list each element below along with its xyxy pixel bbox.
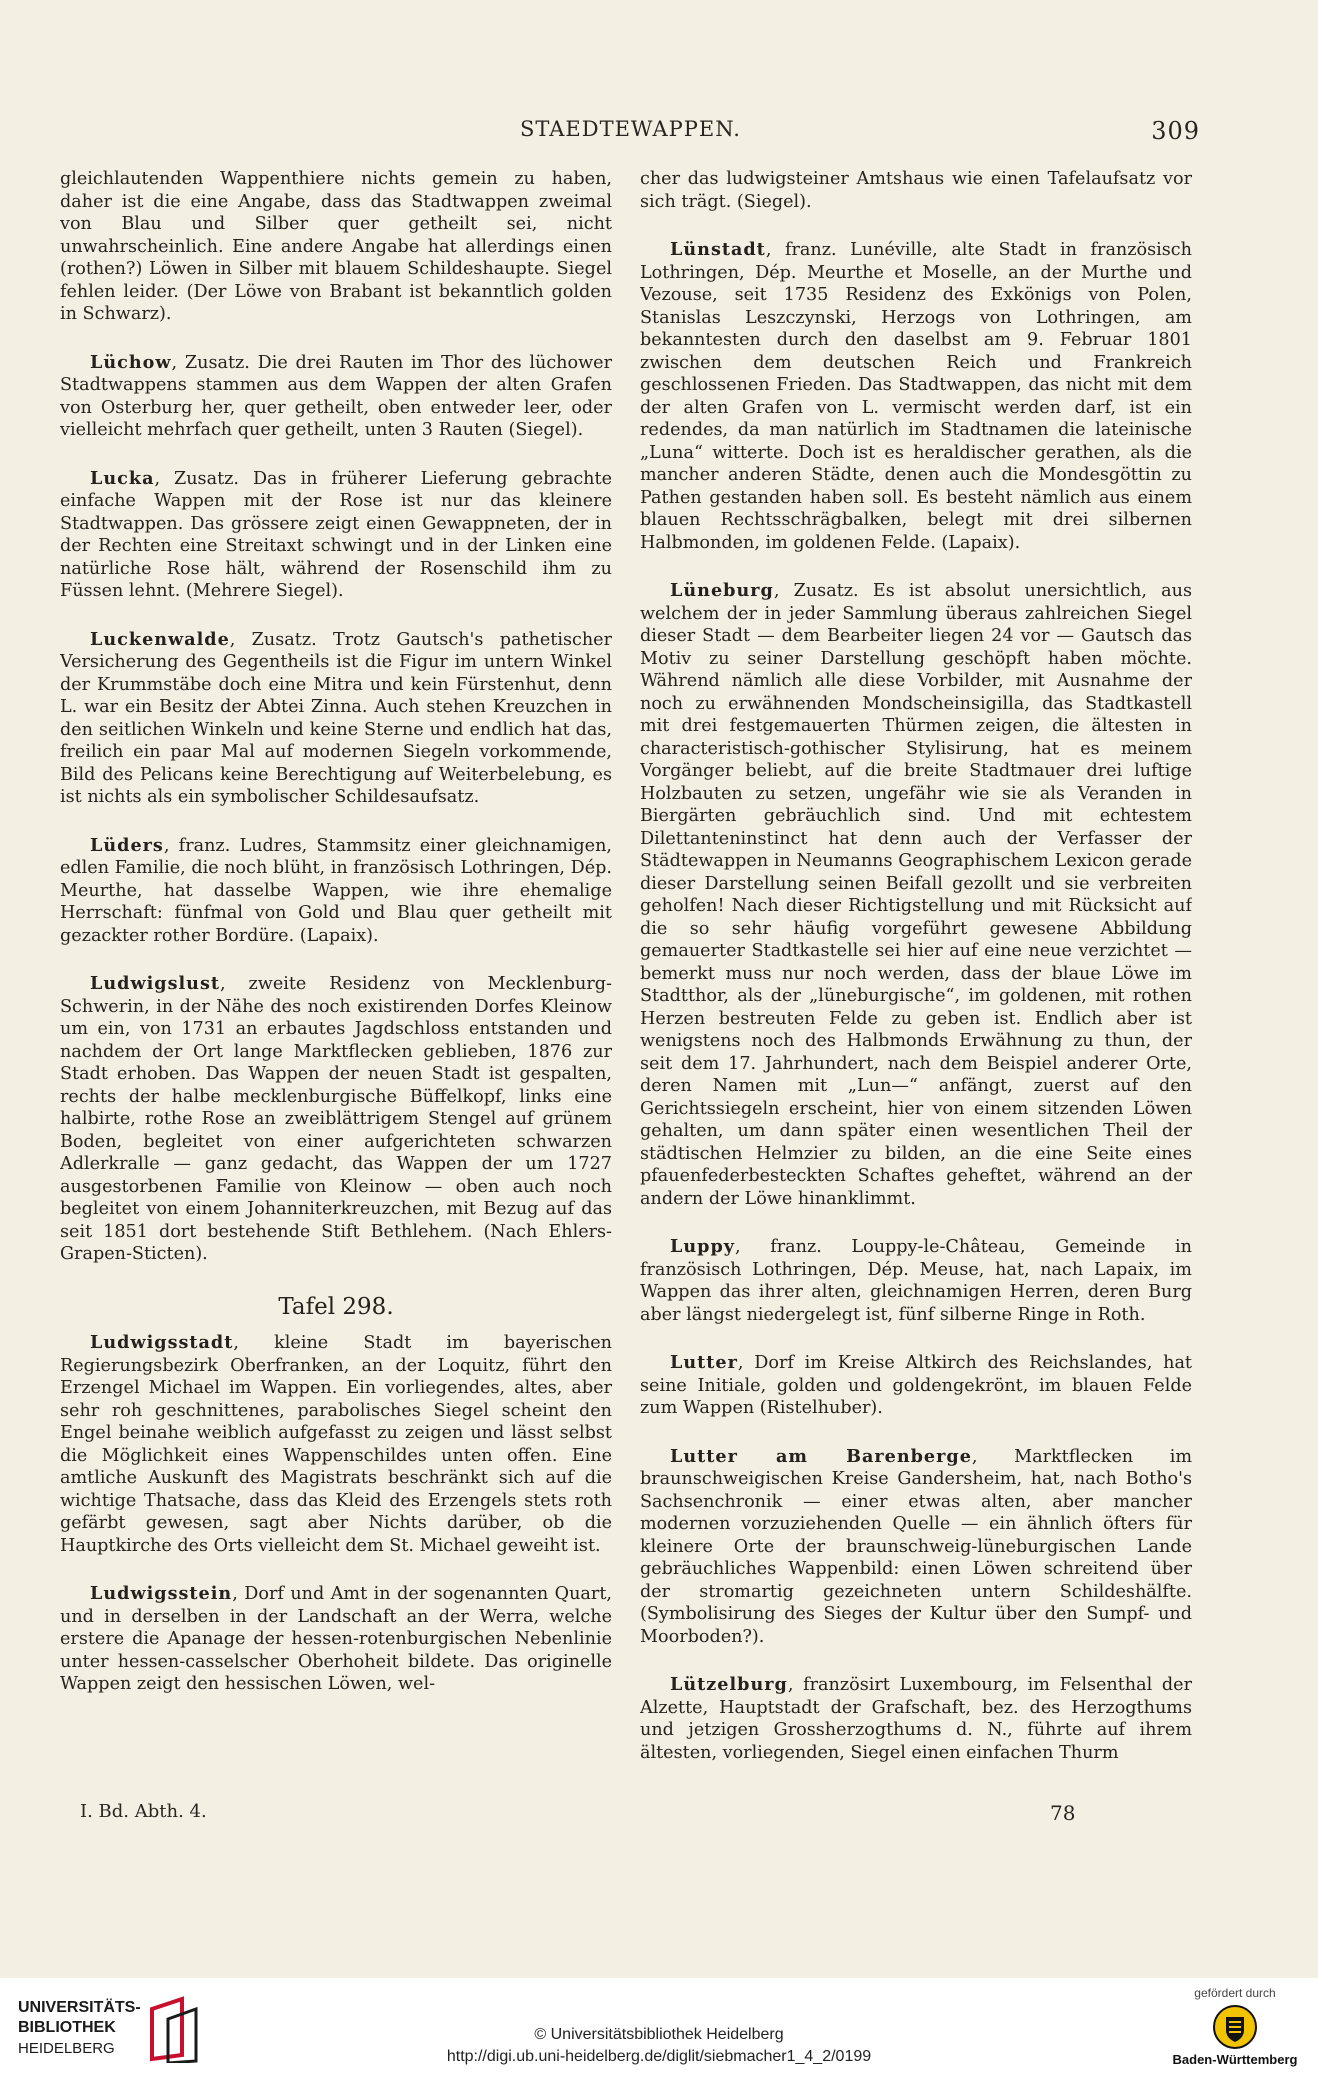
entry-ludwigsstadt (60, 1332, 612, 1557)
volume-signature: I. Bd. Abth. 4. (80, 1801, 207, 1822)
entry-lueders (60, 835, 612, 948)
entry-luckenwalde (60, 629, 612, 809)
entry-keyword: Lüchow (90, 351, 172, 373)
entry-keyword: Lutter am Barenberge (670, 1445, 972, 1467)
entry-luetzelburg (640, 1674, 1192, 1764)
entry-text: , Marktflecken im braunschweigischen Kreise Gandersheim, hat, nach Botho's Sachsenchronik — einer etwas alten, aber mancher modernen vorzuziehenden Quelle — ein ähnlich öfters für kleinere Orte der braunschweig-lüneburgischen Lande gebräuchliches Wappenbild: einen Löwen schreitend über der stromartig gezeichneten untern Schildeshälfte. (Symbolisirung des Sieges der Kultur über den Sumpf- und Moorboden?). (640, 1446, 1192, 1647)
entry-text: , Zusatz. Trotz Gautsch's pathetischer Versicherung des Gegentheils ist die Figur im untern Winkel der Krummstäbe doch eine Mitra und kein Fürstenhut, denn L. war ein Besitz der Abtei Zinna. Auch stehen Kreuzchen in den seitlichen Winkeln und keine Sterne und endlich hat das, freilich ein paar Mal auf modernen Siegeln vorkommende, Bild des Pelicans keine Berechtigung auf Weiterbelebung, es ist nichts als ein symbolischer Schildesaufsatz. (60, 629, 612, 807)
entry-keyword: Ludwigsstein (90, 1583, 233, 1604)
entry-keyword: Ludwigsstadt (90, 1332, 234, 1353)
entry-lueneburg (640, 580, 1192, 1210)
entry-keyword: Lüders (90, 834, 164, 856)
entry-keyword: Luckenwalde (90, 628, 230, 650)
section-heading: Tafel 298. (278, 1293, 394, 1320)
entry-text: , zweite Residenz von Mecklenburg-Schwerin, in der Nähe des noch existirenden Dorfes Kleinow um ein, von 1731 an erbautes Jagdschloss entstanden und nachdem der Ort lange Marktflecken geblieben, 1876 zur Stadt erhoben. Das Wappen der neuen Stadt ist gespalten, rechts der halbe mecklenburgische Büffelkopf, links eine halbirte, rothe Rose an zweiblättrigem Stengel auf grünem Boden, begleitet von einer aufgerichteten schwarzen Adlerkralle — ganz gedacht, das Wappen der um 1727 ausgestorbenen Familie von Kleinow — oben auch noch begleitet von einem Johanniterkreuzchen, mit Bezug auf das seit 1851 dort bestehende Stift Bethlehem. (Nach Ehlers-Grapen-Sticten). (60, 974, 612, 1264)
permalink[interactable]: http://digi.ub.uni-heidelberg.de/diglit/siebmacher1_4_2/0199 (446, 2048, 872, 2065)
logo-line-3: HEIDELBERG (18, 2040, 115, 2057)
entry-luechow (60, 352, 612, 442)
entry-keyword: Lützelburg (670, 1674, 788, 1695)
entry-keyword: Lüneburg (670, 580, 774, 601)
page-number: 309 (1151, 117, 1200, 145)
page-header (60, 117, 1200, 153)
entry-text: , Dorf und Amt in der sogenannten Quart, und in derselben in der Landschaft an der Werra, welche erstere die Apanage der hessen-rotenburgischen Nebenlinie unter hessen-casselscher Oberhoheit bildete. Das originelle Wappen zeigt den hessischen Löwen, wel- (60, 1584, 612, 1694)
funder-name: Baden-Württemberg (1172, 2052, 1298, 2067)
running-title: STAEDTEWAPPEN. (520, 117, 741, 141)
entry-keyword: Lünstadt (670, 239, 766, 260)
entry-text: , kleine Stadt im bayerischen Regierungsbezirk Oberfranken, an der Loquitz, führt den Erzengel Michael im Wappen. Ein vorliegendes, altes, aber sehr roh geschnittenes, parabolisches Siegel scheint den Engel beinahe weiblich aufgefasst zu zeigen und lässt selbst die Möglichkeit eines Wappenschildes unten offen. Eine amtliche Auskunft des Magistrats beschränkt sich auf die wichtige Thatsache, dass das Kleid des Erzengels stets roth gefärbt gewesen, sagt aber Nichts darüber, ob die Hauptkirche des Orts vielleicht dem St. Michael geweiht ist. (60, 1333, 612, 1556)
entry-ludwigsstein (60, 1583, 612, 1696)
sheet-number: 78 (1050, 1801, 1076, 1825)
entry-text: , Zusatz. Es ist absolut unersichtlich, aus welchem der in jeder Sammlung überaus zahlreichen Siegel dieser Stadt — dem Bearbeiter liegen 24 vor — Gautsch das Motiv zu seiner Darstellung geschöpft haben möchte. Während nämlich alle diese Vorbilder, mit Ausnahme der noch zu erwähnenden Mondscheinsigilla, das Stadtkastell mit drei festgemauerten Thürmen zeigen, die ältesten in characteristisch-gothischer Stylisirung, hat es meinem Vorgänger beliebt, auf die breite Stadtmauer drei luftige Holzbauten zu setzen, ungefähr wie sie als Veranden in Biergärten gebräuchlich sind. Und mit echtestem Dilettanteninstinct hat denn auch der Verfasser der Städtewappen in Neumanns Geographischem Lexicon gerade dieser Darstellung seinen Beifall gezollt und sie verbreiten geholfen! Nach dieser Richtigstellung und mit Rücksicht auf die so sehr häufig vorgeführt gewesene Abbildung gemauerter Stadtkastelle sei hier auf eine neue verzichtet — bemerkt muss nur noch werden, dass der blaue Löwe im Stadtthor, als der „lüneburgische“, im goldenen, mit rothen Herzen bestreuten Felde zu geben ist. Endlich aber ist wenigstens noch des Halbmonds Erwähnung zu thun, der seit dem 17. Jahrhundert, nach dem Beispiel anderer Orte, deren Namen mit „Lun—“ anfängt, zuerst auf den Gerichtssiegeln erscheint, hier von einem sitzenden Löwen gehalten, um dann später einen wesentlichen Theil der städtischen Helmzier zu bilden, an die eine Seite eines pfauenfederbesteckten Schaftes geheftet, während an der andern der Löwe hinanklimmt. (640, 581, 1192, 1209)
entry-ludwigslust (60, 973, 612, 1266)
left-column (60, 168, 612, 1808)
entry-text: , französirt Luxembourg, im Felsenthal der Alzette, Hauptstadt der Grafschaft, bez. des Herzogthums und jetzigen Grossherzogthums d. N., führte auf ihrem ältesten, vorliegenden, Siegel einen einfachen Thurm (640, 1675, 1192, 1763)
entry-keyword: Lutter (670, 1352, 738, 1373)
page-footer (60, 1801, 1200, 1831)
paragraph: gleichlautenden Wappenthiere nichts gemein zu haben, daher ist die eine Angabe, dass das Stadtwappen zweimal von Blau und Silber quer getheilt sei, nicht unwahrscheinlich. Eine andere Angabe hat allerdings einen (rothen?) Löwen in Silber mit blauem Schildeshaupte. Siegel fehlen leider. (Der Löwe von Brabant ist bekanntlich golden in Schwarz). (60, 169, 612, 324)
entry-text: , franz. Louppy-le-Château, Gemeinde in französisch Lothringen, Dép. Meuse, hat, nach Lapaix, im Wappen das ihrer alten, gleichnamigen Herren, deren Burg aber längst niedergelegt ist, fünf silberne Ringe in Roth. (640, 1237, 1192, 1325)
entry-text: , Zusatz. Das in früherer Lieferung gebrachte einfache Wappen mit der Rose ist nur das kleinere Stadtwappen. Das grössere zeigt einen Gewappneten, der in der Rechten eine Streitaxt schwingt und in der Linken eine natürliche Rose hält, während der Rosenschild ihm zu Füssen lehnt. (Mehrere Siegel). (60, 468, 612, 601)
funder-logo[interactable] (1160, 1986, 1310, 2074)
entry-text: , Dorf im Kreise Altkirch des Reichslandes, hat seine Initiale, golden und goldengekrönt, im blauen Felde zum Wappen (Ristelhuber). (640, 1353, 1192, 1418)
entry-lucka (60, 468, 612, 603)
entry-text: , franz. Ludres, Stammsitz einer gleichnamigen, edlen Familie, die noch blüht, in französisch Lothringen, Dép. Meurthe, hat dasselbe Wappen, wie ihre ehemalige Herrschaft: fünfmal von Gold und Blau quer getheilt mit gezackter rother Bordüre. (Lapaix). (60, 835, 612, 946)
logo-line-1: UNIVERSITÄTS- (18, 1999, 141, 2016)
entry-lutter-am-barenberge (640, 1446, 1192, 1649)
entry-luenstadt (640, 239, 1192, 554)
state-seal-icon (1212, 2004, 1258, 2050)
entry-keyword: Ludwigslust (90, 973, 221, 994)
logo-line-2: BIBLIOTHEK (18, 2019, 116, 2036)
right-column (640, 168, 1192, 1808)
entry-keyword: Lucka (90, 467, 155, 489)
entry-luppy (640, 1236, 1192, 1326)
entry-keyword: Luppy (670, 1236, 735, 1257)
entry-text: , franz. Lunéville, alte Stadt in französisch Lothringen, Dép. Meurthe et Moselle, an der Murthe und Vezouse, seit 1735 Residenz des Exkönigs von Polen, Stanislas Leszczynski, Herzogs von Lothringen, am bekanntesten durch den daselbst am 9. Februar 1801 zwischen dem deutschen Reich und Frankreich geschlossenen Frieden. Das Stadtwappen, das nicht mit dem der alten Grafen von L. vermischt werden darf, ist ein redendes, da man natürlich im Stadtnamen die lateinische „Luna“ witterte. Doch ist es heraldischer gerathen, als die mancher anderen Städte, denen auch die Mondesgöttin zu Pathen gestanden haben soll. Es besteht nämlich aus einem blauen Rechtsschrägbalken, belegt mit drei silbernen Halbmonden, im goldenen Felde. (Lapaix). (640, 240, 1192, 553)
paragraph: cher das ludwigsteiner Amtshaus wie einen Tafelaufsatz vor sich trägt. (Siegel). (640, 169, 1192, 212)
funded-by-label: gefördert durch (1194, 1986, 1276, 2000)
entry-text: , Zusatz. Die drei Rauten im Thor des lüchower Stadtwappens stammen aus dem Wappen der alten Grafen von Osterburg her, quer getheilt, oben entweder leer, oder vielleicht mehrfach quer getheilt, unten 3 Rauten (Siegel). (60, 352, 612, 440)
entry-lutter (640, 1352, 1192, 1420)
copyright-notice: © Universitätsbibliothek Heidelberg (534, 2026, 784, 2043)
